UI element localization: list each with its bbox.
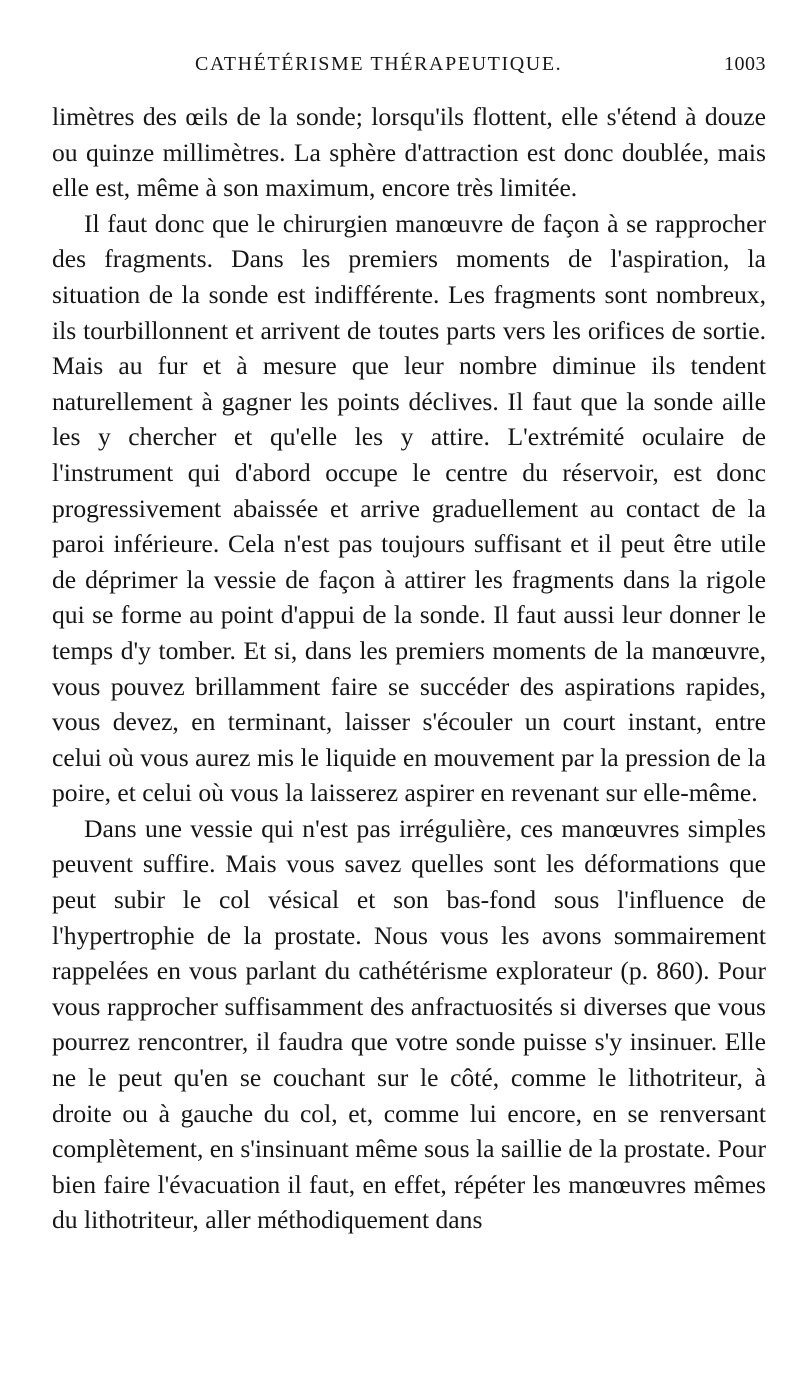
book-page — [0, 46, 800, 1391]
paragraph: Il faut donc que le chirurgien manœuvre de façon à se rapprocher des fragments. Dans les premiers moments de l'aspiration, la situation de la sonde est indifférente. Les fragments sont nombreux, ils tourbillonnent et arrivent de toutes parts vers les orifices de sortie. Mais au fur et à mesure que leur nombre diminue ils tendent naturellement à gagner les points déclives. Il faut que la sonde aille les y chercher et qu'elle les y attire. L'extrémité oculaire de l'instrument qui d'abord occupe le centre du réservoir, est donc progressivement abaissée et arrive graduellement au contact de la paroi inférieure. Cela n'est pas toujours suffisant et il peut être utile de déprimer la vessie de façon à attirer les fragments dans la rigole qui se forme au point d'appui de la sonde. Il faut aussi leur donner le temps d'y tomber. Et si, dans les premiers moments de la manœuvre, vous pouvez brillamment faire se succéder des aspirations rapides, vous devez, en terminant, laisser s'écouler un court instant, entre celui où vous aurez mis le liquide en mouvement par la pression de la poire, et celui où vous la laisserez aspirer en revenant sur elle-même. — [52, 208, 766, 808]
body-text — [52, 99, 766, 1238]
paragraph-continued: limètres des œils de la sonde; lorsqu'ils flottent, elle s'étend à douze ou quinze millimètres. La sphère d'attraction est donc doublée, mais elle est, même à son maximum, encore très limitée. — [52, 102, 766, 203]
running-title: CATHÉTÉRISME THÉRAPEUTIQUE. — [195, 53, 563, 75]
page-header — [52, 46, 766, 82]
page-number: 1003 — [724, 53, 766, 75]
paragraph: Dans une vessie qui n'est pas irrégulière, ces manœuvres simples peuvent suffire. Mais vous savez quelles sont les déformations que peut subir le col vésical et son bas-fond sous l'influence de l'hypertrophie de la prostate. Nous vous les avons sommairement rappelées en vous parlant du cathétérisme explorateur (p. 860). Pour vous rapprocher suffisamment des anfractuosités si diverses que vous pourrez rencontrer, il faudra que votre sonde puisse s'y insinuer. Elle ne le peut qu'en se couchant sur le côté, comme le lithotriteur, à droite ou à gauche du col, et, comme lui encore, en se renversant complètement, en s'insinuant même sous la saillie de la prostate. Pour bien faire l'évacuation il faut, en effet, répéter les manœuvres mêmes du lithotriteur, aller méthodiquement dans — [52, 813, 766, 1235]
